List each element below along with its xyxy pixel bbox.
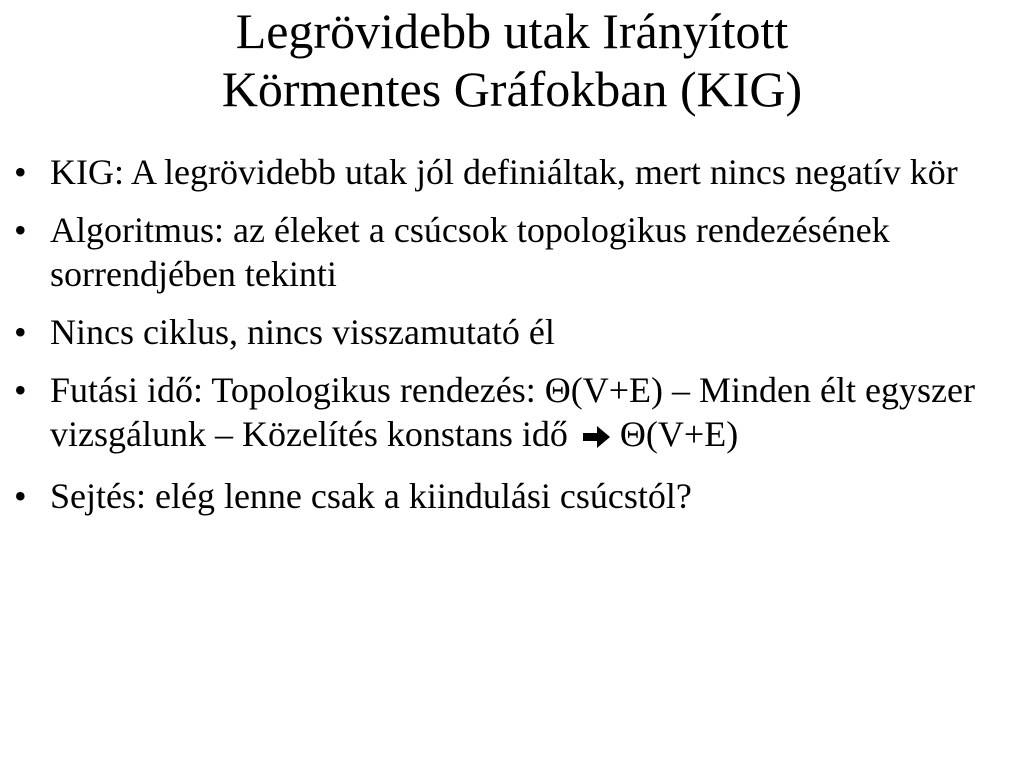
bullet-text: Futási idő: Topologikus rendezés: Θ(V+E) – Minden élt egyszer vizsgálunk – Közelítés konstans idő [50,370,975,454]
bullet-item-1 [14,150,1014,194]
bullet-text: Sejtés: elég lenne csak a kiindulási csúcstól? [50,476,692,516]
bullet-text: KIG: A legrövidebb utak jól definiáltak, mert nincs negatív kör [50,152,958,192]
right-arrow-icon [581,416,611,460]
bullet-item-3 [14,310,1014,354]
bullet-text: Nincs ciklus, nincs visszamutató él [50,312,555,352]
bullet-text: Algoritmus: az éleket a csúcsok topologikus rendezésének sorrendjében tekinti [50,210,890,294]
slide-title [0,2,1024,118]
bullet-item-5 [14,474,1014,518]
bullet-text-after-arrow: Θ(V+E) [619,414,739,454]
bullet-item-4 [14,368,1014,460]
bullet-dot: • [14,210,27,250]
bullet-dot: • [14,476,27,516]
bullet-dot: • [14,152,27,192]
bullet-item-2 [14,208,1014,296]
bullet-dot: • [14,370,27,410]
title-line-1: Legrövidebb utak Irányított [235,3,789,59]
bullet-dot: • [14,312,27,352]
title-line-2: Körmentes Gráfokban (KIG) [221,61,803,117]
bullet-list [14,150,1014,532]
